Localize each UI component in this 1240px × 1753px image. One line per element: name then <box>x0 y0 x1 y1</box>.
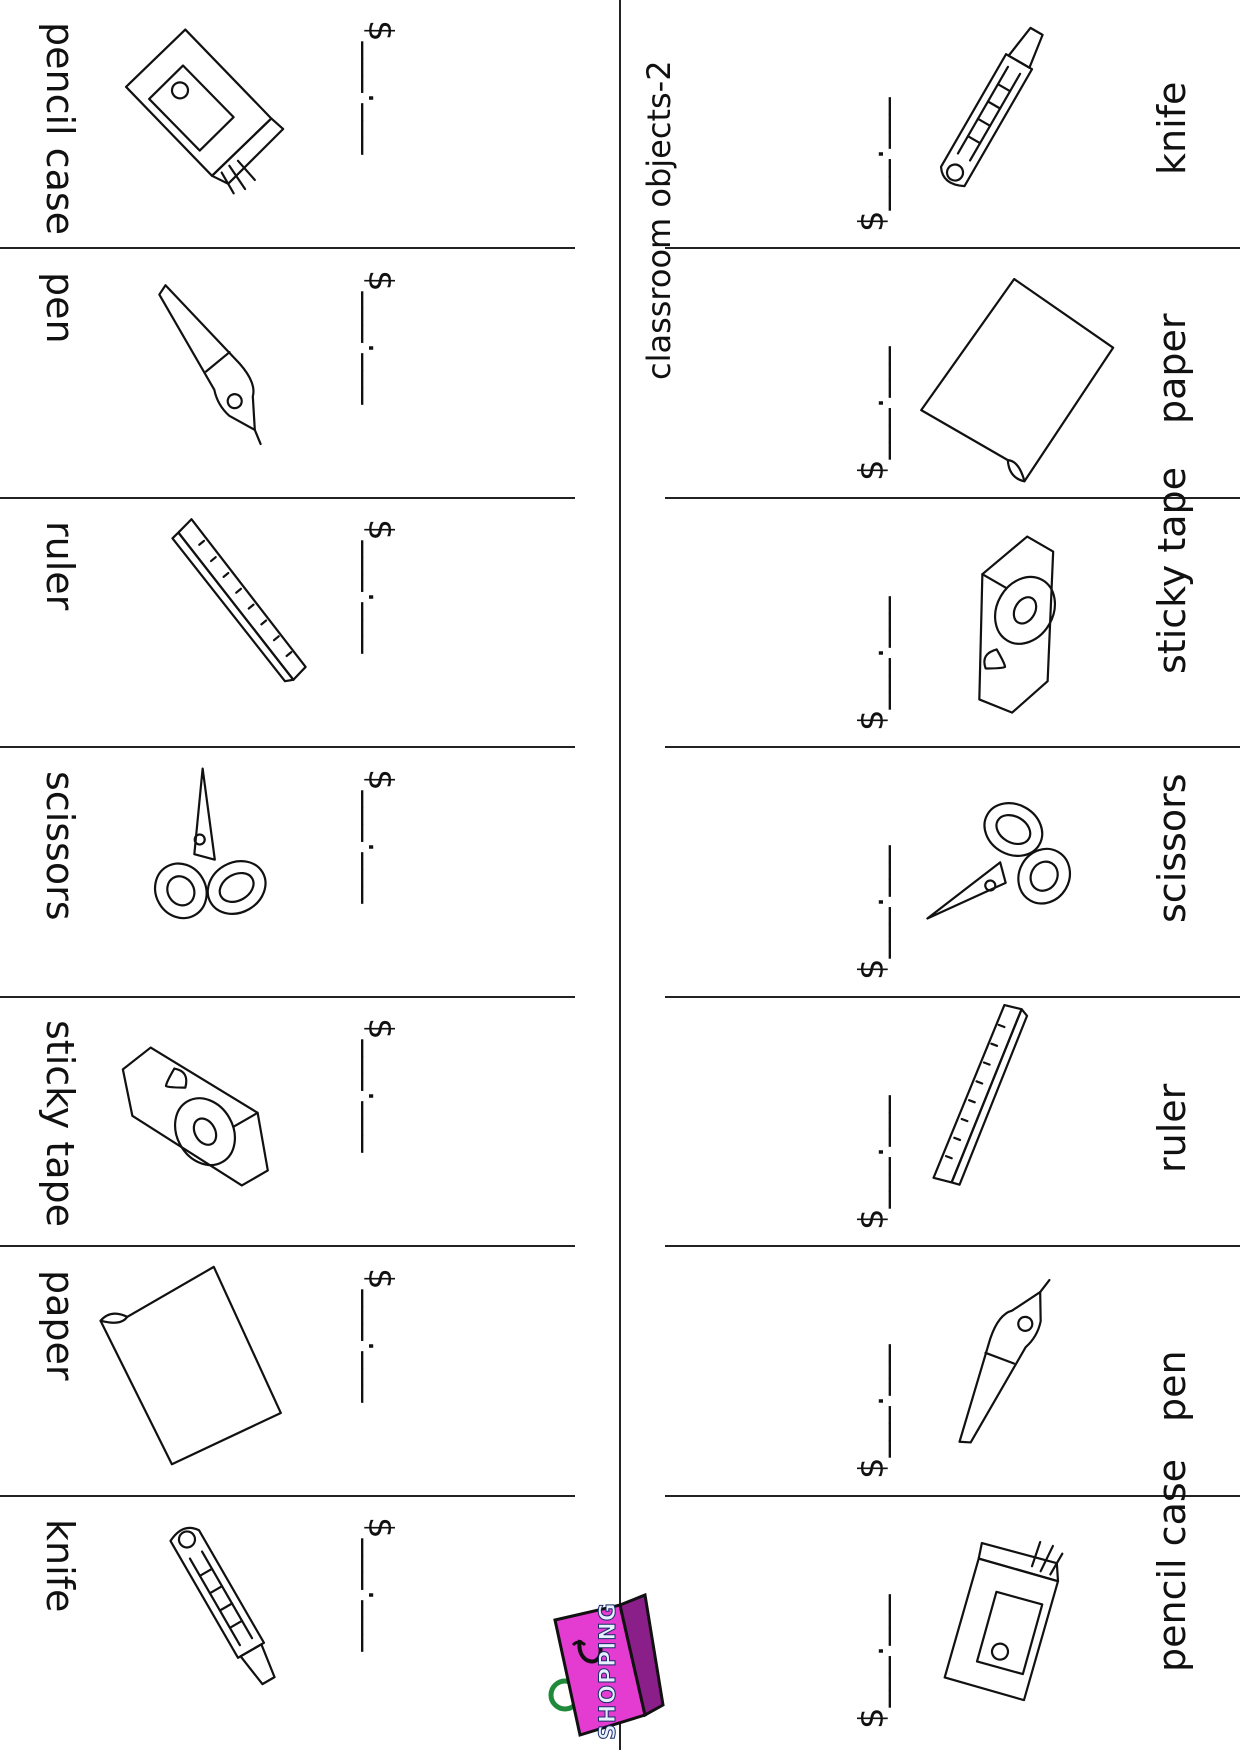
utility-knife-icon <box>896 0 1143 249</box>
price-blank[interactable]: $___.___ <box>852 97 892 232</box>
paper-icon <box>76 1243 323 1501</box>
pencil-case-icon <box>896 1487 1143 1745</box>
row-divider <box>0 1245 575 1247</box>
ruler-icon <box>76 495 323 753</box>
price-blank[interactable]: $___.___ <box>852 1095 892 1230</box>
pencil-case-icon <box>76 0 323 254</box>
item-label: pen <box>1150 1350 1194 1422</box>
logo-text: SHOPPING <box>596 1602 621 1740</box>
item-label: paper <box>1150 313 1194 424</box>
pen-icon <box>896 1238 1143 1496</box>
scissors-icon <box>76 744 323 1002</box>
row-divider <box>665 1245 1240 1247</box>
price-blank[interactable]: $___.___ <box>852 1594 892 1729</box>
row-divider <box>0 247 575 249</box>
price-blank[interactable]: $___.___ <box>360 269 400 404</box>
paper-icon <box>896 240 1143 498</box>
center-divider <box>619 0 621 1750</box>
price-blank[interactable]: $___.___ <box>360 768 400 903</box>
price-blank[interactable]: $___.___ <box>852 845 892 980</box>
ruler-icon <box>896 988 1143 1246</box>
item-label: pen <box>38 271 82 344</box>
price-blank[interactable]: $___.___ <box>852 596 892 731</box>
price-blank[interactable]: $___.___ <box>360 1267 400 1402</box>
price-blank[interactable]: $___.___ <box>360 519 400 654</box>
item-label: knife <box>1150 81 1194 175</box>
scissors-icon <box>896 739 1143 997</box>
row-divider <box>0 996 575 998</box>
pen-icon <box>76 245 323 503</box>
item-label: sticky tape <box>1150 466 1194 674</box>
item-label: ruler <box>38 521 82 611</box>
utility-knife-icon <box>76 1493 323 1751</box>
price-blank[interactable]: $___.___ <box>360 1018 400 1153</box>
row-divider <box>665 746 1240 748</box>
price-blank[interactable]: $___.___ <box>852 346 892 481</box>
price-blank[interactable]: $___.___ <box>360 20 400 155</box>
item-label: ruler <box>1150 1083 1194 1173</box>
tape-dispenser-icon <box>76 994 323 1252</box>
item-label: sticky tape <box>38 1020 82 1228</box>
row-divider <box>665 247 1240 249</box>
item-label: pencil case <box>38 22 82 236</box>
item-label: scissors <box>1150 773 1194 923</box>
item-label: knife <box>38 1519 82 1613</box>
row-divider <box>0 497 575 499</box>
item-label: scissors <box>38 770 82 921</box>
worksheet-title: classroom objects-2 <box>640 60 678 380</box>
row-divider <box>0 1495 575 1497</box>
price-blank[interactable]: $___.___ <box>360 1517 400 1652</box>
item-label: pencil case <box>1150 1458 1194 1672</box>
price-blank[interactable]: $___.___ <box>852 1344 892 1479</box>
row-divider <box>665 996 1240 998</box>
item-label: paper <box>38 1269 82 1381</box>
tape-dispenser-icon <box>896 489 1143 747</box>
row-divider <box>0 746 575 748</box>
